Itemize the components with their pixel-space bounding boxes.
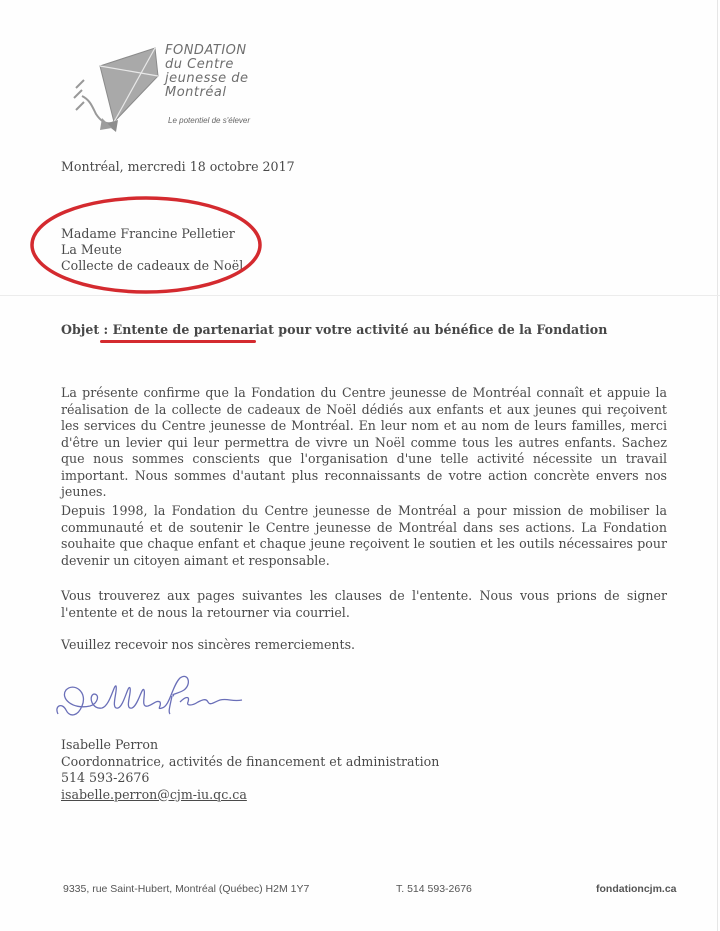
red-underline-annotation xyxy=(100,340,256,343)
logo-tagline: Le potentiel de s'élever xyxy=(168,116,251,125)
recipient-activity: Collecte de cadeaux de Noël xyxy=(61,258,244,273)
foundation-logo xyxy=(62,40,262,135)
footer-address: 9335, rue Saint-Hubert, Montréal (Québec) H2M 1Y7 xyxy=(63,883,310,895)
closing-line: Veuillez recevoir nos sincères remerciements. xyxy=(61,637,356,652)
subject-highlight: Entente de partenariat xyxy=(112,322,274,337)
subject-rest: pour votre activité au bénéfice de la Fondation xyxy=(273,322,608,337)
recipient-organization: La Meute xyxy=(61,242,122,257)
body-paragraph: Vous trouverez aux pages suivantes les clauses de l'entente. Nous vous prions de signer l'entente et de nous la retourner via courriel. xyxy=(61,588,667,620)
kite-icon xyxy=(62,40,162,135)
page-edge xyxy=(717,0,718,931)
handwritten-signature xyxy=(52,666,312,726)
recipient-name: Madame Francine Pelletier xyxy=(61,226,235,241)
signer-name: Isabelle Perron xyxy=(61,737,159,752)
signer-phone: 514 593-2676 xyxy=(61,770,150,785)
signer-email-link[interactable]: isabelle.perron@cjm-iu.qc.ca xyxy=(61,786,247,802)
footer-website[interactable]: fondationcjm.ca xyxy=(596,883,677,895)
body-paragraph: Depuis 1998, la Fondation du Centre jeunesse de Montréal a pour mission de mobiliser la communauté et de soutenir le Centre jeunesse de Montréal dans ses actions. La Fondation souhaite que chaque enfant et chaque jeune reçoivent le soutien et les outils nécessaires pour devenir un citoyen aimant et responsable. xyxy=(61,503,667,568)
body-paragraph: La présente confirme que la Fondation du Centre jeunesse de Montréal connaît et appuie la réalisation de la collecte de cadeaux de Noël dédiés aux enfants et aux jeunes qui reçoivent les services du Centre jeunesse de Montréal. En leur nom et au nom de leurs familles, merci d'être un levier qui leur permettra de vivre un Noël comme tous les autres enfants. Sachez que nous sommes conscients que l'organisation d'une telle activité nécessite un travail important. Nous sommes d'autant plus reconnaissants de votre action concrète envers nos jeunes. xyxy=(61,385,667,499)
red-circle-annotation xyxy=(28,194,264,296)
subject-line xyxy=(61,322,607,337)
signer-block xyxy=(61,737,439,803)
signer-title: Coordonnatrice, activités de financement et administration xyxy=(61,753,440,769)
letter-date: Montréal, mercredi 18 octobre 2017 xyxy=(61,159,295,174)
footer-phone: T. 514 593-2676 xyxy=(396,883,472,895)
subject-label: Objet : xyxy=(61,322,113,337)
logo-wordmark: FONDATION du Centre jeunesse de Montréal xyxy=(165,43,249,100)
